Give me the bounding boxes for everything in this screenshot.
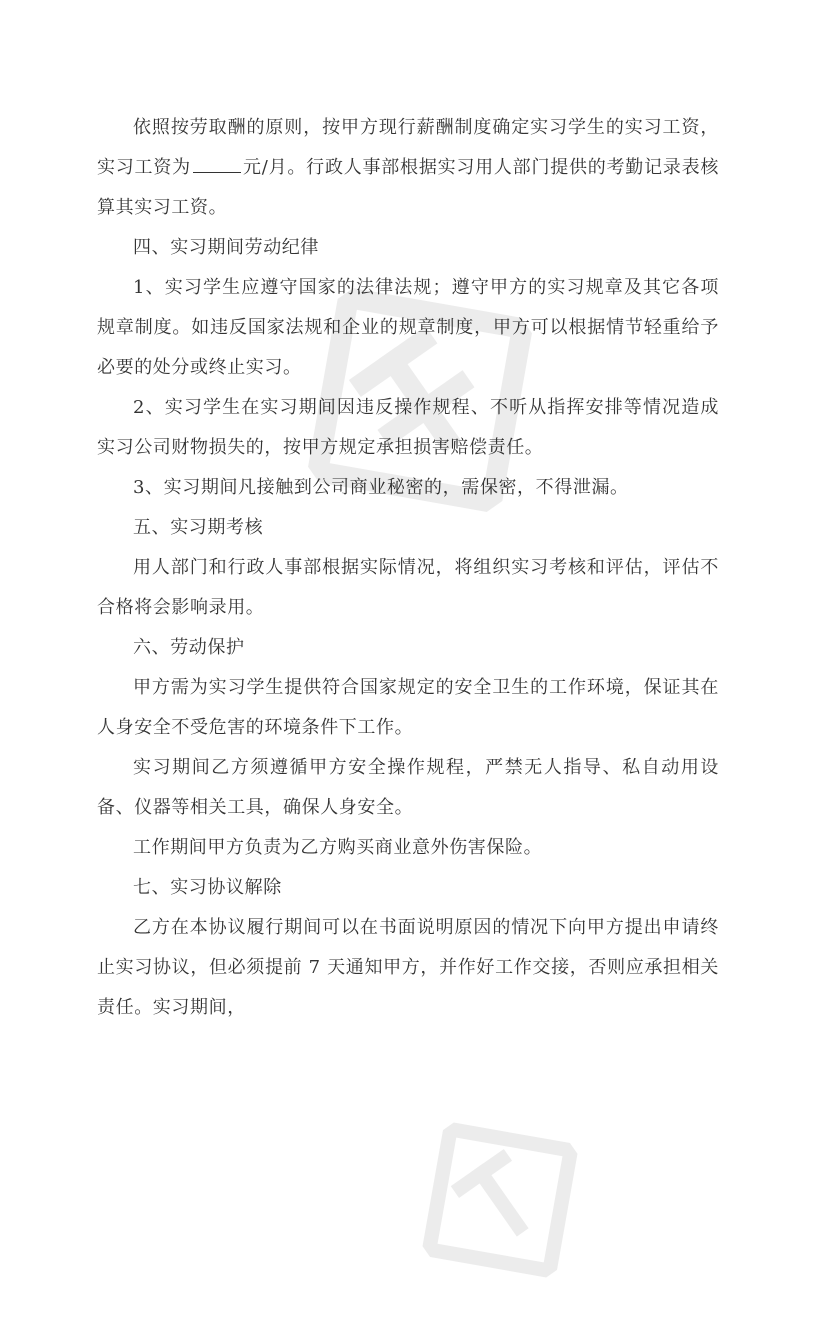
- paragraph-protection-1: 甲方需为实习学生提供符合国家规定的安全卫生的工作环境，保证其在人身安全不受危害的环境条件下工作。: [97, 677, 719, 738]
- paragraph-protection-2: 实习期间乙方须遵循甲方安全操作规程，严禁无人指导、私自动用设备、仪器等相关工具，确保人身安全。: [97, 757, 719, 818]
- section-heading-4: 四、实习期间劳动纪律: [133, 237, 319, 258]
- document-page: [97, 108, 719, 1028]
- section-heading-5: 五、实习期考核: [133, 517, 264, 538]
- section-heading-6: 六、劳动保护: [133, 637, 245, 658]
- paragraph-discipline-1: 1、实习学生应遵守国家的法律法规；遵守甲方的实习规章及其它各项规章制度。如违反国家法规和企业的规章制度，甲方可以根据情节轻重给予必要的处分或终止实习。: [97, 277, 719, 378]
- watermark-logo-icon: [375, 1075, 626, 1325]
- section-heading-7: 七、实习协议解除: [133, 877, 282, 898]
- paragraph-discipline-3: 3、实习期间凡接触到公司商业秘密的，需保密，不得泄漏。: [133, 477, 629, 498]
- paragraph-termination: 乙方在本协议履行期间可以在书面说明原因的情况下向甲方提出申请终止实习协议，但必须提前 7 天通知甲方，并作好工作交接，否则应承担相关责任。实习期间，: [97, 917, 719, 1018]
- paragraph-assessment: 用人部门和行政人事部根据实际情况，将组织实习考核和评估，评估不合格将会影响录用。: [97, 557, 719, 618]
- wage-amount-blank: [193, 154, 241, 173]
- paragraph-discipline-2: 2、实习学生在实习期间因违反操作规程、不听从指挥安排等情况造成实习公司财物损失的，按甲方规定承担损害赔偿责任。: [97, 397, 719, 458]
- paragraph-text: 依照按劳取酬的原则，按甲方现行薪酬制度确定实习学生的实习工资，实习工资为: [97, 117, 719, 178]
- paragraph-text: 元/月。行政人事部根据实习用人部门提供的考勤记录表核算其实习工资。: [97, 157, 719, 218]
- paragraph-wage: [97, 108, 719, 228]
- paragraph-protection-3: 工作期间甲方负责为乙方购买商业意外伤害保险。: [133, 837, 543, 858]
